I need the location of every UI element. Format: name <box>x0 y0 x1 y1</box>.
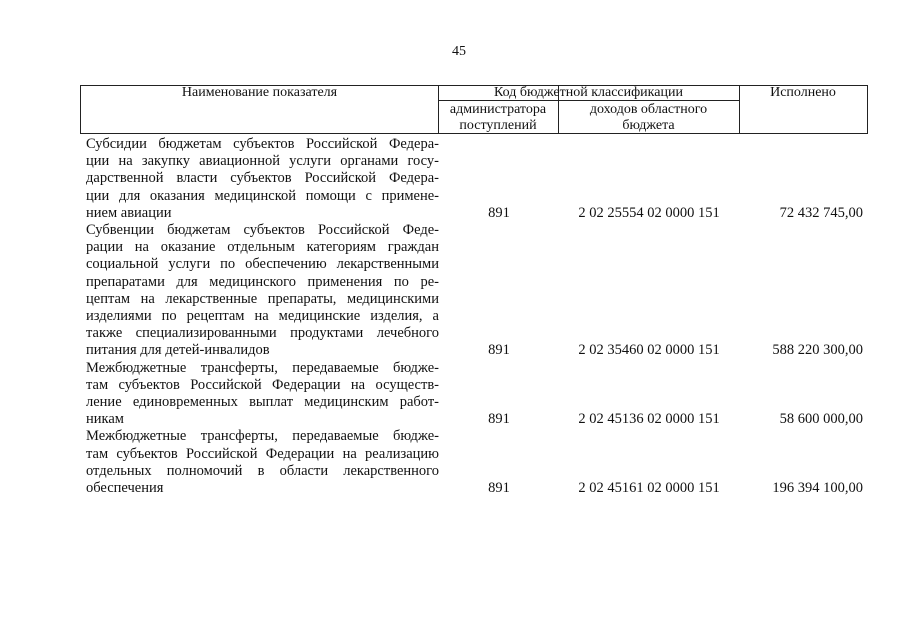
description-line: изделиями по рецептам на медицинские изделия, а <box>86 308 439 325</box>
income-code: 2 02 45136 02 0000 151 <box>578 411 720 428</box>
description-line: ции на закупку авиационной услуги органами госу- <box>86 153 439 170</box>
description-line: препаратами для медицинского применения по ре- <box>86 273 439 290</box>
header-income-line: бюджета <box>622 118 675 133</box>
description-line: дарственной власти субъектов Российской Федера- <box>86 170 439 187</box>
header-admin <box>438 102 558 134</box>
description-line: никам <box>86 411 124 428</box>
description-line: ции для оказания медицинской помощи с примене- <box>86 187 439 204</box>
admin-code: 891 <box>488 204 510 221</box>
row-description <box>86 360 439 429</box>
header-income <box>558 102 739 134</box>
admin-code: 891 <box>488 480 510 497</box>
description-line: обеспечения <box>86 480 164 497</box>
description-line: Субвенции бюджетам субъектов Российской Феде- <box>86 222 439 239</box>
table-row <box>86 360 876 429</box>
admin-code: 891 <box>488 342 510 359</box>
executed-amount: 196 394 100,00 <box>772 480 863 497</box>
description-line: также специализированными продуктами лечебного <box>86 325 439 342</box>
executed-amount: 72 432 745,00 <box>779 204 863 221</box>
header-budget-code: Код бюджетной классификации <box>494 85 683 100</box>
table-header <box>80 85 868 134</box>
table-row <box>86 428 876 497</box>
row-description <box>86 136 439 222</box>
description-line: нием авиации <box>86 204 172 221</box>
header-admin-line: администратора <box>449 102 547 117</box>
description-line: рации на оказание отдельным категориям граждан <box>86 239 439 256</box>
executed-amount: 588 220 300,00 <box>772 342 863 359</box>
income-code: 2 02 25554 02 0000 151 <box>578 204 720 221</box>
header-income-line: доходов областного <box>589 102 708 117</box>
description-line: там субъектов Российской Федерации на осуществ- <box>86 376 439 393</box>
description-line: Субсидии бюджетам субъектов Российской Федера- <box>86 136 439 152</box>
executed-amount: 58 600 000,00 <box>779 411 863 428</box>
admin-code: 891 <box>488 411 510 428</box>
table-body <box>86 136 876 497</box>
row-description <box>86 222 439 360</box>
table-row <box>86 136 876 222</box>
description-line: социальной услуги по обеспечению лекарственными <box>86 256 439 273</box>
description-line: Межбюджетные трансферты, передаваемые бюдже- <box>86 359 439 376</box>
income-code: 2 02 35460 02 0000 151 <box>578 342 720 359</box>
page-number: 45 <box>452 44 466 59</box>
header-executed: Исполнено <box>770 85 836 100</box>
description-line: питания для детей-инвалидов <box>86 342 270 359</box>
description-line: Межбюджетные трансферты, передаваемые бюдже- <box>86 428 439 445</box>
row-description <box>86 428 439 497</box>
income-code: 2 02 45161 02 0000 151 <box>578 480 720 497</box>
description-line: ление единовременных выплат медицинским работ- <box>86 394 439 411</box>
description-line: отдельных полномочий в области лекарственного <box>86 462 439 479</box>
table-row <box>86 222 876 360</box>
description-line: там субъектов Российской Федерации на реализацию <box>86 445 439 462</box>
header-indicator-name: Наименование показателя <box>181 85 338 100</box>
header-admin-line: поступлений <box>459 118 537 133</box>
description-line: цептам на лекарственные препараты, медицинскими <box>86 290 439 307</box>
